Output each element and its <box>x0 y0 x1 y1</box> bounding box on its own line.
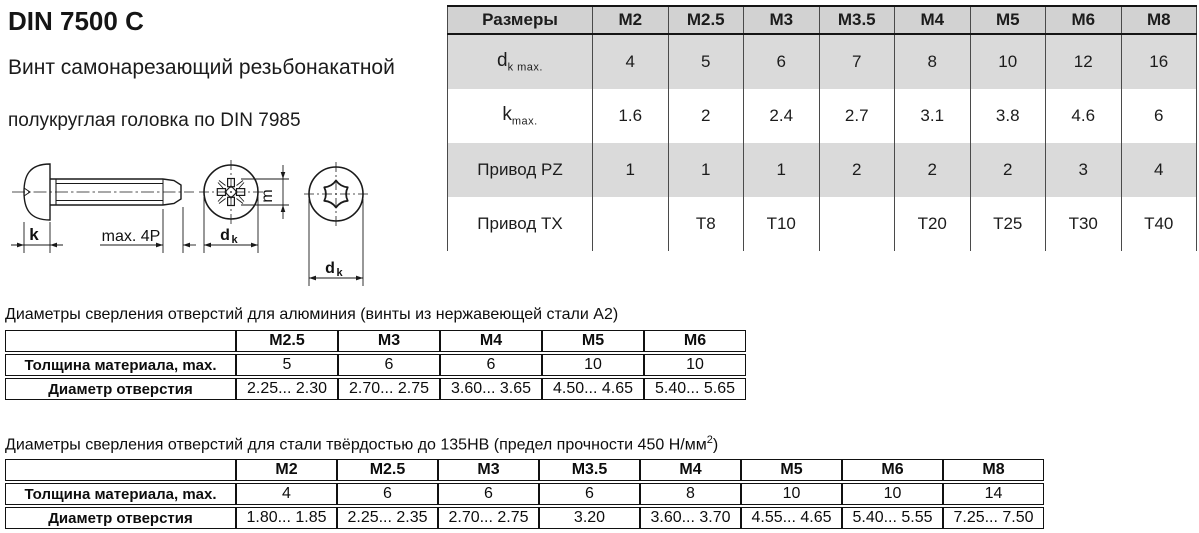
cell: 3.8 <box>970 89 1046 143</box>
cell: 2.25... 2.35 <box>337 507 438 529</box>
steel-thickness-label: Толщина материала, max. <box>5 483 236 505</box>
cell: 5 <box>668 34 744 89</box>
steel-diameter-label: Диаметр отверстия <box>5 507 236 529</box>
steel-drill-table <box>5 457 1044 531</box>
cell: 4 <box>593 34 669 89</box>
steel-table-title: Диаметры сверления отверстий для стали твёрдостью до 135HB (предел прочности 450 $Н/мм^2$) <box>5 434 719 454</box>
cell: 2.70... 2.75 <box>438 507 539 529</box>
alu-col-m3: M3 <box>338 330 440 352</box>
row-drive-tx <box>448 197 1197 251</box>
row-dk-label: $d_{k max.}$ <box>448 34 593 89</box>
alu-corner-empty <box>5 330 236 352</box>
cell: T20 <box>895 197 971 251</box>
cell: 6 <box>438 483 539 505</box>
cell: 1 <box>593 143 669 197</box>
size-col-m3: M3 <box>744 6 820 34</box>
size-table-header-row <box>448 6 1197 34</box>
steel-header-row <box>5 459 1044 481</box>
cell: T10 <box>744 197 820 251</box>
row-k-label: $k_{max.}$ <box>448 89 593 143</box>
cell: 1 <box>668 143 744 197</box>
cell: 1.6 <box>593 89 669 143</box>
cell: 10 <box>842 483 943 505</box>
cell: 10 <box>644 354 746 376</box>
cell: T8 <box>668 197 744 251</box>
cell: 6 <box>744 34 820 89</box>
cell: 16 <box>1121 34 1197 89</box>
cell: 7.25... 7.50 <box>943 507 1044 529</box>
cell: 3.20 <box>539 507 640 529</box>
size-table <box>447 5 1197 251</box>
size-table-corner: Размеры <box>448 6 593 34</box>
cell: T40 <box>1121 197 1197 251</box>
head-type-note: полукруглая головка по DIN 7985 <box>8 110 301 131</box>
steel-col-m3: M3 <box>438 459 539 481</box>
row-drive-pz <box>448 143 1197 197</box>
cell <box>819 197 895 251</box>
alu-thickness-row <box>5 354 746 376</box>
cell <box>593 197 669 251</box>
row-dk-max <box>448 34 1197 89</box>
cell: 4.50... 4.65 <box>542 378 644 400</box>
steel-col-m3-5: M3.5 <box>539 459 640 481</box>
cell: 2 <box>970 143 1046 197</box>
dim-label-dk-pz-sub: k <box>231 234 238 246</box>
size-col-m5: M5 <box>970 6 1046 34</box>
alu-diameter-row <box>5 378 746 400</box>
row-tx-label: Привод TX <box>448 197 593 251</box>
cell: 6 <box>337 483 438 505</box>
alu-table-title: Диаметры сверления отверстий для алюминия (винты из нержавеющей стали А2) <box>5 306 619 323</box>
row-pz-label: Привод PZ <box>448 143 593 197</box>
cell: 4 <box>1121 143 1197 197</box>
alu-col-m6: M6 <box>644 330 746 352</box>
cell: 4 <box>236 483 337 505</box>
cell: 7 <box>819 34 895 89</box>
cell: 4.55... 4.65 <box>741 507 842 529</box>
cell: 6 <box>440 354 542 376</box>
alu-diameter-label: Диаметр отверстия <box>5 378 236 400</box>
size-col-m3-5: M3.5 <box>819 6 895 34</box>
cell: 5.40... 5.65 <box>644 378 746 400</box>
screw-technical-drawing <box>0 152 400 302</box>
dim-label-max4p: max. 4P <box>101 228 161 245</box>
cell: 10 <box>741 483 842 505</box>
steel-corner-empty <box>5 459 236 481</box>
cell: 10 <box>970 34 1046 89</box>
pz-head-view <box>199 160 289 253</box>
dim-label-k: k <box>29 225 39 244</box>
dim-label-m: m <box>259 189 276 203</box>
cell: 2 <box>895 143 971 197</box>
cell: 10 <box>542 354 644 376</box>
steel-col-m8: M8 <box>943 459 1044 481</box>
cell: 2.4 <box>744 89 820 143</box>
steel-col-m4: M4 <box>640 459 741 481</box>
steel-diameter-row <box>5 507 1044 529</box>
cell: 2.70... 2.75 <box>338 378 440 400</box>
cell: 1.80... 1.85 <box>236 507 337 529</box>
alu-thickness-label: Толщина материала, max. <box>5 354 236 376</box>
steel-col-m6: M6 <box>842 459 943 481</box>
cell: 2.25... 2.30 <box>236 378 338 400</box>
cell: 4.6 <box>1046 89 1122 143</box>
cell: 14 <box>943 483 1044 505</box>
size-col-m2: M2 <box>593 6 669 34</box>
steel-col-m5: M5 <box>741 459 842 481</box>
cell: 3.60... 3.70 <box>640 507 741 529</box>
cell: 8 <box>895 34 971 89</box>
size-col-m2-5: M2.5 <box>668 6 744 34</box>
cell: 5 <box>236 354 338 376</box>
cell: 6 <box>1121 89 1197 143</box>
cell: T30 <box>1046 197 1122 251</box>
alu-col-m5: M5 <box>542 330 644 352</box>
cell: 1 <box>744 143 820 197</box>
cell: T25 <box>970 197 1046 251</box>
steel-col-m2: M2 <box>236 459 337 481</box>
dim-label-dk-tx: d <box>325 260 335 277</box>
cell: 6 <box>539 483 640 505</box>
size-col-m8: M8 <box>1121 6 1197 34</box>
cell: 2 <box>668 89 744 143</box>
cell: 2.7 <box>819 89 895 143</box>
row-k-max <box>448 89 1197 143</box>
cell: 6 <box>338 354 440 376</box>
alu-header-row <box>5 330 746 352</box>
cell: 3.1 <box>895 89 971 143</box>
dim-label-dk-tx-sub: k <box>336 267 343 279</box>
cell: 2 <box>819 143 895 197</box>
page-subtitle: Винт самонарезающий резьбонакатной <box>8 56 395 79</box>
page-title: DIN 7500 C <box>8 6 144 36</box>
steel-thickness-row <box>5 483 1044 505</box>
cell: 8 <box>640 483 741 505</box>
cell: 12 <box>1046 34 1122 89</box>
alu-col-m4: M4 <box>440 330 542 352</box>
alu-drill-table <box>5 328 746 402</box>
steel-col-m2-5: M2.5 <box>337 459 438 481</box>
cell: 3.60... 3.65 <box>440 378 542 400</box>
size-col-m4: M4 <box>895 6 971 34</box>
cell: 5.40... 5.55 <box>842 507 943 529</box>
alu-col-m2-5: M2.5 <box>236 330 338 352</box>
size-col-m6: M6 <box>1046 6 1122 34</box>
cell: 3 <box>1046 143 1122 197</box>
dim-label-dk-pz: d <box>220 227 230 244</box>
